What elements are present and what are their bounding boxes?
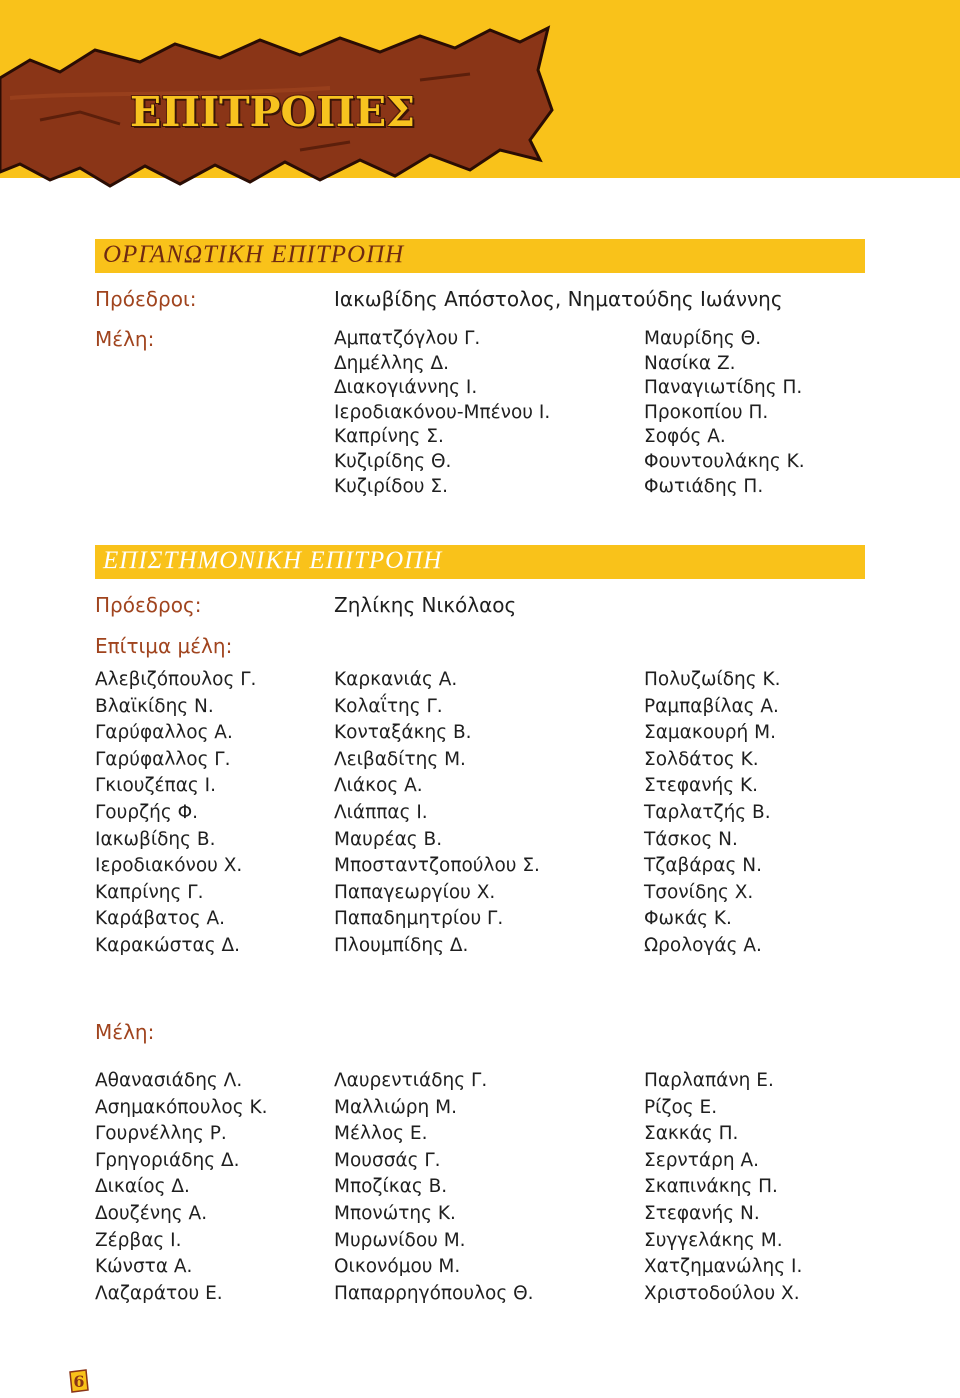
member-name: Κυζιρίδου Σ. [334,475,448,497]
page-number: 6 [73,1372,85,1391]
honorary-members-col2 [334,667,540,960]
organizing-members-col2 [644,327,805,499]
member-name: Σοφός Α. [644,426,726,448]
member-name: Κώνστα Α. [95,1256,193,1278]
member-name: Ταρλατζής Β. [644,801,771,823]
member-name: Γουρζής Φ. [95,801,199,823]
organizing-committee-header [95,239,865,273]
member-name: Χριστοδούλου Χ. [644,1282,800,1304]
scientific-committee-title: ΕΠΙΣΤΗΜΟΝΙΚΗ ΕΠΙΤΡΟΠΗ [103,547,443,574]
scientific-members-col3 [644,1068,802,1307]
member-name: Συγγελάκης Μ. [644,1229,783,1251]
member-name: Μέλλος Ε. [334,1123,428,1145]
member-name: Χατζημανώλης Ι. [644,1256,803,1278]
member-name: Παπαδημητρίου Γ. [334,908,504,930]
member-name: Παπαγεωργίου Χ. [334,881,496,903]
member-name: Οικονόμου Μ. [334,1256,461,1278]
chairs-value: Ιακωβίδης Απόστολος, Νηματούδης Ιωάννης [334,287,783,311]
member-name: Παπαρρηγόπουλος Θ. [334,1282,534,1304]
member-name: Αλεβιζόπουλος Γ. [95,669,257,690]
member-name: Μαυρέας Β. [334,828,443,850]
member-name: Νασίκα Ζ. [644,352,736,374]
member-name: Φωτιάδης Π. [644,475,764,497]
scientific-members-col1 [95,1068,267,1307]
member-name: Λιάκος Α. [334,775,423,797]
member-name: Διακογιάννης Ι. [334,377,478,399]
member-name: Τσονίδης Χ. [644,881,754,903]
member-name: Τάσκος Ν. [644,828,738,850]
member-name: Αθανασιάδης Λ. [95,1070,243,1091]
member-name: Δικαίος Δ. [95,1176,190,1198]
member-name: Μαυρίδης Θ. [644,328,762,349]
member-name: Σολδάτος Κ. [644,748,759,770]
member-name: Ιακωβίδης Β. [95,828,216,850]
member-name: Ραμπαβίλας Α. [644,695,779,717]
chair-value: Ζηλίκης Νικόλαος [334,593,517,617]
page-title: ΕΠΙΤΡΟΠΕΣ [130,88,416,136]
member-name: Κολαΐτης Γ. [334,695,443,717]
member-name: Σερντάρη Α. [644,1149,759,1171]
member-name: Δημέλλης Δ. [334,352,450,374]
organizing-committee-title: ΟΡΓΑΝΩΤΙΚΗ ΕΠΙΤΡΟΠΗ [103,241,405,268]
member-name: Φουντουλάκης Κ. [644,450,805,472]
member-name: Κυζιρίδης Θ. [334,450,452,472]
honorary-members-col1 [95,667,256,960]
member-name: Πλουμπίδης Δ. [334,934,469,956]
member-name: Ιεροδιακόνου Χ. [95,855,243,877]
honorary-members-col3 [644,667,781,960]
member-name: Παναγιωτίδης Π. [644,377,803,399]
member-name: Γκιουζέπας Ι. [95,775,216,797]
member-name: Μαλλιώρη Μ. [334,1096,457,1118]
member-name: Βλαϊκίδης Ν. [95,695,214,717]
member-name: Σκαπινάκης Π. [644,1176,778,1198]
member-name: Λειβαδίτης Μ. [334,748,466,770]
member-name: Καπρίνης Γ. [95,881,204,903]
member-name: Γαρύφαλλος Γ. [95,748,231,770]
member-name: Γρηγοριάδης Δ. [95,1149,240,1171]
member-name: Πολυζωίδης Κ. [644,669,781,690]
member-name: Λαζαράτου Ε. [95,1282,223,1304]
organizing-members-col1 [334,327,550,499]
member-name: Μποζίκας Β. [334,1176,448,1198]
member-name: Στεφανής Ν. [644,1202,760,1224]
member-name: Φωκάς Κ. [644,908,732,930]
member-name: Ιεροδιακόνου-Μπένου Ι. [334,401,551,423]
scientific-members-col2 [334,1068,534,1307]
chairs-label: Πρόεδροι: [95,287,197,311]
member-name: Καρκανιάς Α. [334,669,458,690]
member-name: Καράβατος Α. [95,908,225,930]
scientific-members-label: Μέλη: [95,1020,155,1044]
honorary-members-label: Επίτιμα μέλη: [95,634,233,658]
member-name: Ασημακόπουλος Κ. [95,1096,268,1118]
member-name: Γαρύφαλλος Α. [95,722,233,744]
scientific-committee-header [95,545,865,579]
member-name: Ωρολογάς Α. [644,934,762,956]
member-name: Λαυρεντιάδης Γ. [334,1070,488,1091]
member-name: Καρακώστας Δ. [95,934,240,956]
member-name: Μουσσάς Γ. [334,1149,441,1171]
member-name: Καπρίνης Σ. [334,426,444,448]
member-name: Κονταξάκης Β. [334,722,472,744]
member-name: Στεφανής Κ. [644,775,759,797]
organizing-members-label: Μέλη: [95,327,155,351]
member-name: Προκοπίου Π. [644,401,769,423]
member-name: Μυρωνίδου Μ. [334,1229,466,1251]
member-name: Ρίζος Ε. [644,1096,718,1118]
member-name: Ζέρβας Ι. [95,1229,182,1251]
member-name: Μποσταντζοπούλου Σ. [334,855,540,877]
member-name: Δουζένης Α. [95,1202,208,1224]
member-name: Γουρνέλλης Ρ. [95,1123,227,1145]
chair-label: Πρόεδρος: [95,593,202,617]
member-name: Μπονώτης Κ. [334,1202,456,1224]
member-name: Τζαβάρας Ν. [644,855,762,877]
member-name: Παρλαπάνη Ε. [644,1070,774,1091]
member-name: Αμπατζόγλου Γ. [334,328,481,349]
member-name: Λιάππας Ι. [334,801,428,823]
member-name: Σαμακουρή Μ. [644,722,776,744]
page-number-badge [68,1368,90,1394]
member-name: Σακκάς Π. [644,1123,739,1145]
